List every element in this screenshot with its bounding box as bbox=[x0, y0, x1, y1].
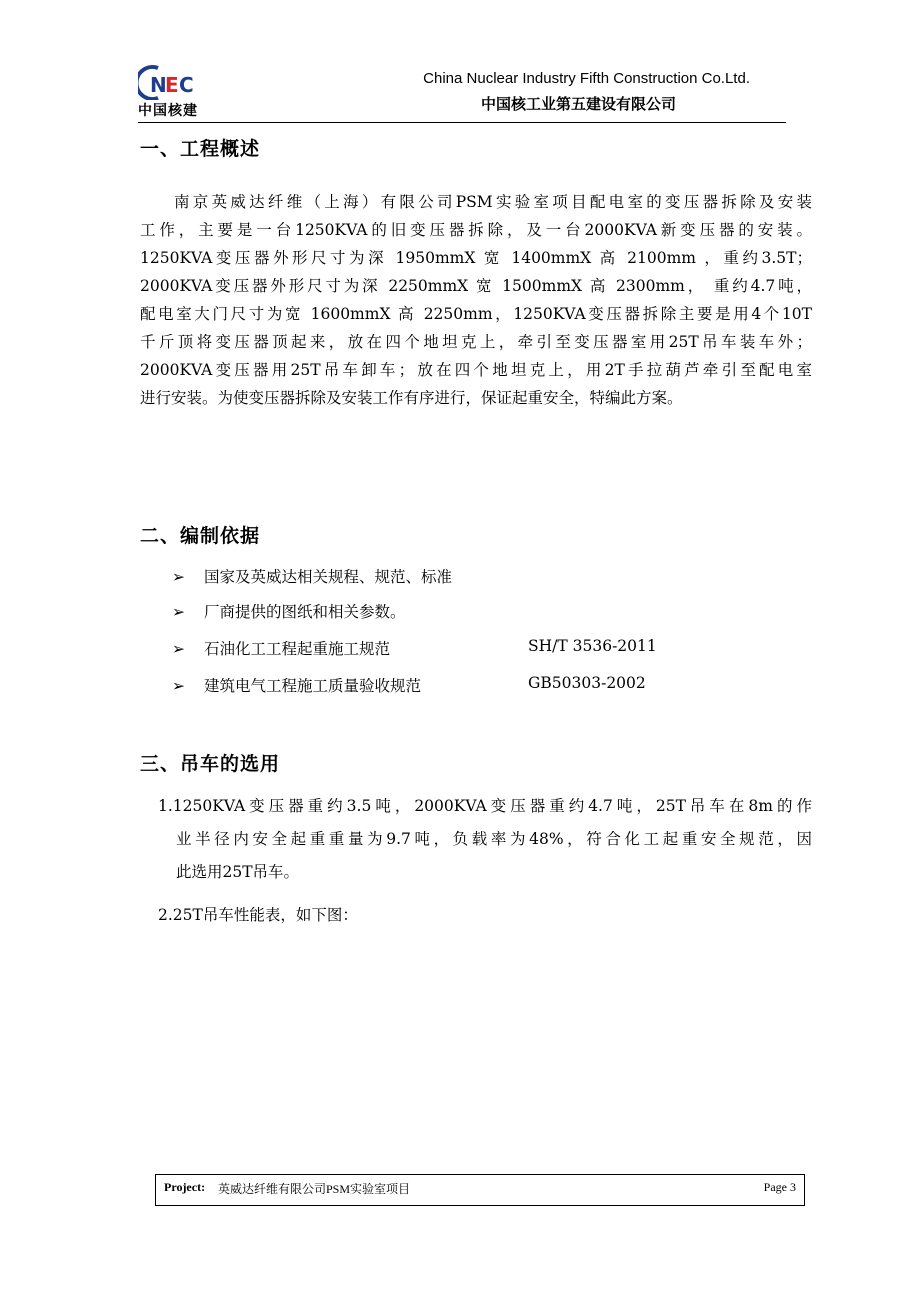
section-2-heading: 二、编制依据 bbox=[140, 525, 261, 547]
paragraph-line: 工作，主要是一台1250KVA的旧变压器拆除，及一台2000KVA新变压器的安装。 bbox=[140, 221, 812, 239]
numbered-item-2 bbox=[158, 899, 812, 932]
nec-logo-icon bbox=[138, 64, 210, 100]
company-name-cn: 中国核工业第五建设有限公司 bbox=[480, 95, 676, 113]
standard-code: SH/T 3536-2011 bbox=[528, 637, 657, 655]
numbered-line: 业半径内安全起重重量为9.7吨，负载率为48%，符合化工起重安全规范，因 bbox=[176, 830, 812, 848]
svg-text:N: N bbox=[150, 73, 167, 97]
paragraph-line: 配电室大门尺寸为宽 1600mmX 高 2250mm，1250KVA变压器拆除主要是用4个10T bbox=[140, 305, 812, 323]
project-label: Project: bbox=[164, 1180, 206, 1194]
paragraph-line: 进行安装。为使变压器拆除及安装工作有序进行，保证起重安全，特编此方案。 bbox=[140, 389, 683, 407]
paragraph-line: 南京英威达纤维（上海）有限公司PSM实验室项目配电室的变压器拆除及安装 bbox=[174, 193, 812, 211]
section-1-heading: 一、工程概述 bbox=[140, 138, 261, 160]
arrow-bullet-icon: ➢ bbox=[172, 568, 185, 586]
project-name: 英威达纤维有限公司PSM实验室项目 bbox=[218, 1182, 411, 1196]
svg-text:E: E bbox=[165, 73, 179, 97]
list-item-text: 建筑电气工程施工质量验收规范 bbox=[204, 677, 422, 695]
numbered-line: 1.1250KVA变压器重约3.5吨，2000KVA变压器重约4.7吨，25T吊车在8m的作 bbox=[158, 797, 812, 815]
header-rule bbox=[138, 122, 786, 123]
page-footer bbox=[155, 1174, 805, 1206]
list-item bbox=[172, 637, 657, 663]
section-1-body bbox=[140, 188, 812, 412]
list-item bbox=[172, 565, 452, 591]
numbered-line: 2.25T吊车性能表，如下图： bbox=[158, 906, 358, 924]
paragraph-line: 千斤顶将变压器顶起来，放在四个地坦克上，牵引至变压器室用25T吊车装车外； bbox=[140, 333, 812, 351]
standard-code: GB50303-2002 bbox=[528, 674, 646, 692]
svg-text:C: C bbox=[179, 73, 194, 97]
section-3-heading: 三、吊车的选用 bbox=[140, 753, 281, 775]
list-item bbox=[172, 600, 406, 626]
page-number: Page 3 bbox=[763, 1180, 796, 1194]
numbered-line: 此选用25T吊车。 bbox=[176, 863, 300, 881]
list-item bbox=[172, 674, 646, 700]
arrow-bullet-icon: ➢ bbox=[172, 640, 185, 658]
arrow-bullet-icon: ➢ bbox=[172, 677, 185, 695]
list-item-text: 国家及英威达相关规程、规范、标准 bbox=[204, 568, 453, 586]
paragraph-line: 2000KVA变压器外形尺寸为深 2250mmX 宽 1500mmX 高 2300mm， 重约4.7吨， bbox=[140, 277, 812, 295]
paragraph-line: 1250KVA变压器外形尺寸为深 1950mmX 宽 1400mmX 高 2100mm ，重约3.5T； bbox=[140, 249, 812, 267]
numbered-item-1 bbox=[158, 790, 812, 889]
arrow-bullet-icon: ➢ bbox=[172, 603, 185, 621]
list-item-text: 厂商提供的图纸和相关参数。 bbox=[204, 603, 406, 621]
list-item-text: 石油化工工程起重施工规范 bbox=[204, 640, 391, 658]
company-logo bbox=[138, 64, 210, 120]
logo-text: 中国核建 bbox=[138, 103, 198, 119]
paragraph-line: 2000KVA变压器用25T吊车卸车；放在四个地坦克上，用2T手拉葫芦牵引至配电室 bbox=[140, 361, 812, 379]
company-name-en: China Nuclear Industry Fifth Construction Co.Ltd. bbox=[423, 70, 750, 87]
